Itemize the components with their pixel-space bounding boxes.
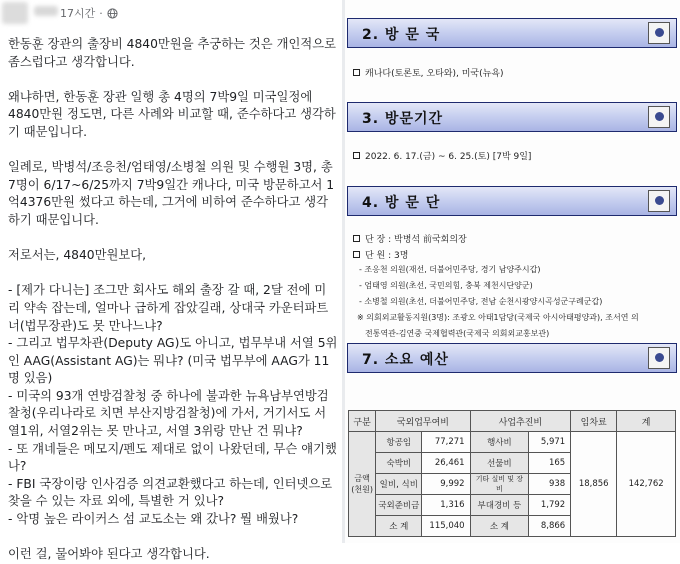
- country-line: 캐나다(토론토, 오타와), 미국(뉴욕): [353, 66, 504, 79]
- emblem-icon: [648, 347, 670, 369]
- cell-value: 77,271: [422, 432, 470, 453]
- post-timestamp[interactable]: 17시간: [60, 7, 96, 20]
- rent-value: 18,856: [571, 432, 617, 537]
- section-title: 7. 소요 예산: [362, 352, 449, 368]
- section-header-country: [347, 18, 677, 48]
- post-body: [8, 36, 338, 564]
- checkbox-square-icon: [353, 69, 360, 76]
- table-header-row: [349, 411, 676, 432]
- post-paragraph: 일례로, 박병석/조응천/엄태영/소병철 의원 및 수행원 3명, 총 7명이 6/17~6/25까지 7박9일간 캐나다, 미국 방문하고서 1억4376만원 썼다고 하는데, 그거에 비하여 준수하다고 생각하기 때문입니다.: [8, 160, 335, 227]
- section-title: 3. 방문기간: [362, 111, 444, 127]
- emblem-icon: [648, 22, 670, 44]
- table-header: 국외업무여비: [376, 411, 470, 432]
- checkbox-square-icon: [353, 251, 360, 258]
- section-header-period: [347, 102, 677, 132]
- member-line: - 조응천 의원(재선, 더불어민주당, 경기 남양주시갑): [359, 265, 541, 274]
- table-header: 계: [617, 411, 676, 432]
- cell-value: 115,040: [422, 516, 470, 537]
- post-meta: 17시간 ·: [60, 5, 118, 21]
- cell-value: 1,316: [422, 495, 470, 516]
- scanned-document: [345, 0, 680, 543]
- cell-value: 9,992: [422, 474, 470, 495]
- section-header-delegation: [347, 186, 677, 216]
- total-value: 142,762: [617, 432, 676, 537]
- cell-label: 소 계: [376, 516, 422, 537]
- post-paragraph: 왜냐하면, 한동훈 장관 일행 총 4명의 7박9일 미국일정에 4840만원 정도면, 다른 사례와 비교할 때, 준수하다고 생각하기 때문입니다.: [8, 89, 336, 139]
- members-label-line: 단 원 : 3명: [353, 248, 408, 261]
- member-line: - 소병철 의원(초선, 더불어민주당, 전남 순천시광양시곡성군구례군갑): [359, 297, 603, 306]
- globe-icon: [107, 8, 118, 19]
- post-bullet: - [제가 다니는] 조그만 회사도 해외 출장 갈 때, 2달 전에 미리 약속 잡는데, 얼마나 급하게 잡았길래, 상대국 카운터파트너(법무장관)도 못 만나느냐?: [8, 283, 329, 333]
- blurred-avatar[interactable]: [2, 2, 28, 24]
- section-title: 4. 방 문 단: [362, 195, 441, 211]
- post-bullet: - 또 걔네들은 메모지/펜도 제대로 없이 나왔던데, 무슨 얘기했나?: [8, 441, 337, 474]
- table-header: 임차료: [571, 411, 617, 432]
- row-label: 금액 (천원): [349, 432, 376, 537]
- cell-label: 기타 실비 및 장비: [470, 474, 529, 495]
- checkbox-square-icon: [353, 235, 360, 242]
- leader-line: 단 장 : 박병석 前국회의장: [353, 232, 467, 245]
- support-line: ※ 의회외교활동지원(3명): 조광오 아태1담당(국제국 아시아태평양과), 조서연 의: [357, 313, 639, 322]
- cell-value: 5,971: [529, 432, 571, 453]
- table-header: 사업추진비: [470, 411, 571, 432]
- checkbox-square-icon: [353, 152, 360, 159]
- section-title: 2. 방 문 국: [362, 27, 441, 43]
- cell-label: 행사비: [470, 432, 529, 453]
- post-bullet: - 미국의 93개 연방검찰청 중 하나에 불과한 뉴욕남부연방검찰청(우리나라로 치면 부산지방검찰청)에 가서, 거기서도 서열1위, 서열2위는 못 만나고, 서열 3위랑 만난 건 뭐냐?: [8, 388, 329, 439]
- post-bullet: - FBI 국장이랑 인사검증 의견교환했다고 하는데, 인터넷으로 찾을 수 있는 자료 외에, 특별한 거 있나?: [8, 476, 333, 509]
- post-bullet: - 그리고 법무차관(Deputy AG)도 아니고, 법무부내 서열 5위인 AAG(Assistant AG)는 뭐냐? (미국 법무부에 AAG가 11명 있음): [8, 336, 338, 386]
- cell-value: 8,866: [529, 516, 571, 537]
- post-bullet: - 악명 높은 라이커스 섬 교도소는 왜 갔나? 뭘 배웠나?: [8, 512, 299, 527]
- cell-value: 1,792: [529, 495, 571, 516]
- cell-label: 소 계: [470, 516, 529, 537]
- section-header-budget: [347, 343, 677, 373]
- table-row: [349, 432, 676, 453]
- post-paragraph: 저로서는, 4840만원보다,: [8, 248, 147, 263]
- emblem-icon: [648, 106, 670, 128]
- cell-label: 부대경비 등: [470, 495, 529, 516]
- support-line-2: 전통역관-김연중 국제협력관(국제국 의회외교홍보관): [365, 329, 550, 338]
- cell-label: 선물비: [470, 453, 529, 474]
- period-line: 2022. 6. 17.(금) ~ 6. 25.(토) [7박 9일]: [353, 149, 531, 162]
- member-line: - 엄태영 의원(초선, 국민의힘, 충북 제천시단양군): [359, 281, 533, 290]
- cell-label: 항공임: [376, 432, 422, 453]
- table-header: 구분: [349, 411, 376, 432]
- budget-table: [348, 410, 676, 537]
- post-closing: 이런 걸, 물어봐야 된다고 생각합니다.: [8, 547, 210, 562]
- blurred-author-name[interactable]: [34, 6, 58, 16]
- cell-label: 일비, 식비: [376, 474, 422, 495]
- cell-value: 26,461: [422, 453, 470, 474]
- cell-value: 165: [529, 453, 571, 474]
- cell-value: 938: [529, 474, 571, 495]
- cell-label: 숙박비: [376, 453, 422, 474]
- emblem-icon: [648, 190, 670, 212]
- post-paragraph: 한동훈 장관의 출장비 4840만원을 추궁하는 것은 개인적으로 좀스럽다고 생각합니다.: [8, 37, 336, 69]
- cell-label: 국외준비금: [376, 495, 422, 516]
